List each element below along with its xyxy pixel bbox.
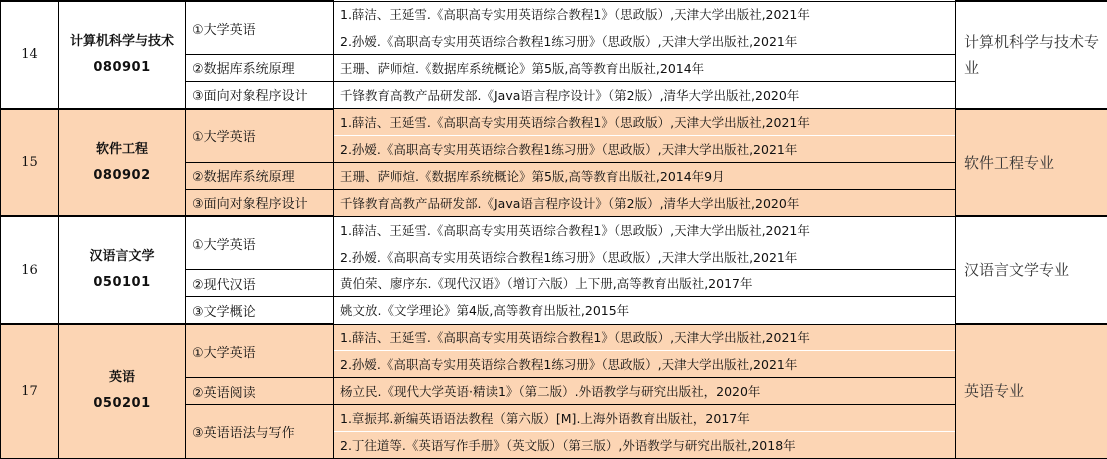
major-name: 软件工程 — [96, 142, 148, 157]
textbook-reference: 2.孙嫒.《高职高专实用英语综合教程1练习册》（思政版）,天津大学出版社,2021年 — [334, 135, 956, 162]
major-code: 080902 — [65, 163, 179, 189]
table-row — [1, 1, 1107, 28]
course-name: ②数据库系统原理 — [186, 55, 334, 82]
course-name: ②数据库系统原理 — [186, 162, 334, 189]
textbook-reference: 姚文放.《文学理论》第4版,高等教育出版社,2015年 — [334, 297, 956, 324]
applicable-specialty: 英语专业 — [956, 324, 1107, 458]
textbook-reference: 1.章振邦.新编英语语法教程（第六版）[M].上海外语教育出版社，2017年 — [334, 404, 956, 431]
major-name: 英语 — [109, 370, 135, 385]
course-name: ①大学英语 — [186, 216, 334, 270]
table-row — [1, 109, 1107, 136]
row-number: 14 — [1, 1, 59, 109]
textbook-reference: 1.薛洁、王延雪.《高职高专实用英语综合教程1》（思政版）,天津大学出版社,2021年 — [334, 109, 956, 136]
course-name: ②英语阅读 — [186, 378, 334, 405]
major-cell — [59, 1, 186, 109]
applicable-specialty: 软件工程专业 — [956, 109, 1107, 217]
table-row — [1, 216, 1107, 243]
row-number: 15 — [1, 109, 59, 217]
course-name: ①大学英语 — [186, 1, 334, 55]
row-number: 16 — [1, 216, 59, 324]
course-name: ③文学概论 — [186, 297, 334, 324]
textbook-reference: 2.孙嫒.《高职高专实用英语综合教程1练习册》（思政版）,天津大学出版社,2021年 — [334, 243, 956, 270]
major-cell — [59, 109, 186, 217]
textbook-reference: 1.薛洁、王延雪.《高职高专实用英语综合教程1》（思政版）,天津大学出版社,2021年 — [334, 216, 956, 243]
course-name: ③面向对象程序设计 — [186, 189, 334, 216]
course-name: ①大学英语 — [186, 109, 334, 163]
textbook-reference: 千锋教育高教产品研发部.《Java语言程序设计》（第2版）,清华大学出版社,2020年 — [334, 189, 956, 216]
textbook-reference: 2.孙嫒.《高职高专实用英语综合教程1练习册》（思政版）,天津大学出版社,2021年 — [334, 28, 956, 55]
major-cell — [59, 324, 186, 458]
textbook-reference: 2.丁往道等.《英语写作手册》（英文版）（第三版）,外语教学与研究出版社,2018年 — [334, 431, 956, 458]
textbook-reference: 1.薛洁、王延雪.《高职高专实用英语综合教程1》（思政版）,天津大学出版社,2021年 — [334, 324, 956, 351]
textbook-reference: 杨立民.《现代大学英语·精读1》（第二版）.外语教学与研究出版社，2020年 — [334, 378, 956, 405]
major-name: 计算机科学与技术 — [70, 34, 174, 49]
applicable-specialty: 计算机科学与技术专业 — [956, 1, 1107, 109]
major-code: 080901 — [65, 55, 179, 81]
textbook-reference: 黄伯荣、廖序东.《现代汉语》（增订六版）上下册,高等教育出版社,2017年 — [334, 270, 956, 297]
course-name: ①大学英语 — [186, 324, 334, 378]
major-code: 050101 — [65, 270, 179, 296]
textbook-reference: 2.孙嫒.《高职高专实用英语综合教程1练习册》（思政版）,天津大学出版社,2021年 — [334, 351, 956, 378]
course-name: ②现代汉语 — [186, 270, 334, 297]
course-name: ③面向对象程序设计 — [186, 81, 334, 108]
major-name: 汉语言文学 — [89, 249, 154, 264]
applicable-specialty: 汉语言文学专业 — [956, 216, 1107, 324]
textbook-reference: 王珊、萨师煊.《数据库系统概论》第5版,高等教育出版社,2014年9月 — [334, 162, 956, 189]
row-number: 17 — [1, 324, 59, 458]
course-name: ③英语语法与写作 — [186, 404, 334, 458]
table-row — [1, 324, 1107, 351]
textbook-reference: 1.薛洁、王延雪.《高职高专实用英语综合教程1》（思政版）,天津大学出版社,2021年 — [334, 1, 956, 28]
major-cell — [59, 216, 186, 324]
textbook-reference: 王珊、萨师煊.《数据库系统概论》第5版,高等教育出版社,2014年 — [334, 55, 956, 82]
major-code: 050201 — [65, 391, 179, 417]
textbook-reference: 千锋教育高教产品研发部.《Java语言程序设计》（第2版）,清华大学出版社,2020年 — [334, 81, 956, 108]
